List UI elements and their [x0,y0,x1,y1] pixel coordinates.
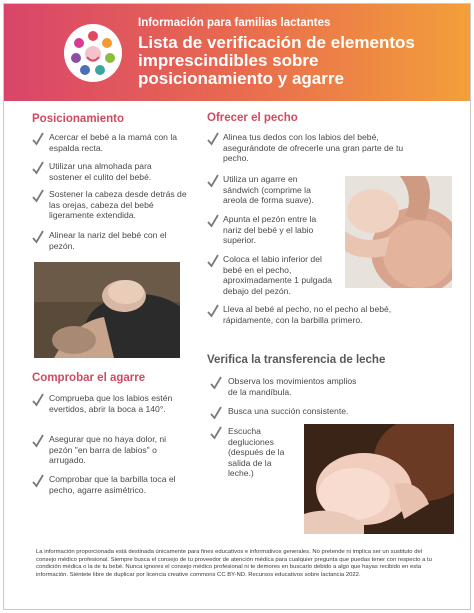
offer-item-3: Apunta el pezón entre la nariz del bebé y el labio superior. [223,214,317,246]
check-icon [32,230,44,244]
check-icon [32,189,44,203]
header-banner [4,4,470,101]
latch-check-title: Comprobar el agarre [32,372,146,384]
check-icon [32,474,44,488]
logo-icon [64,24,122,82]
disclaimer-footer: La información proporcionada está destinada únicamente para fines educativos e informativos generales. No pretende ni implica ser un sustituto del consejo médico profesional. Siempre busca el consejo de tu proveedor de atención médica para cualquier pregunta que puedas tener con respecto a tu condición médica o la de tu bebé. Nunca ignores el consejo médico profesional ni te demores en buscarlo debido a algo que hayas recibido en esta información. Siéntete libre de duplicar por licencia creative commons CC BY-ND. Recursos educativos sobre lactancia 2022. [36,549,432,578]
offer-item-1: Alinea tus dedos con los labios del bebé, asegurándote de ofrecerle una gran parte de tu pecho. [223,132,404,164]
offer-item-5: Lleva al bebé al pecho, no el pecho al bebé, rápidamente, con la barbilla primero. [223,304,392,325]
check-icon [210,376,222,390]
latch-check-item-2: Asegurar que no haya dolor, ni pezón "en barra de labios" o arrugado. [49,434,167,466]
transfer-item-1: Observa los movimientos amplios de la mandíbula. [228,376,357,397]
positioning-item-1: Acercar el bebé a la mamá con la espalda recta. [49,132,178,153]
positioning-item-3: Sostener la cabeza desde detrás de las orejas, cabeza del bebé ligeramente extendida. [49,189,187,221]
check-icon [207,132,219,146]
transfer-title: Verifica la transferencia de leche [207,354,386,366]
latch-check-item-3: Comprobar que la barbilla toca el pecho, agarre asimétrico. [49,474,176,495]
check-icon [32,393,44,407]
check-icon [207,174,219,188]
transfer-item-2: Busca una succión consistente. [228,406,349,416]
photo-sandwich-hold [345,176,452,288]
header-kicker: Información para familias lactantes [138,17,331,29]
offer-item-4: Coloca el labio inferior del bebé en el pecho, aproximadamente 1 pulgada debajo del pezón. [223,254,332,296]
latch-check-item-1: Comprueba que los labios estén evertidos, abrir la boca a 140°. [49,393,173,414]
page-title: Lista de verificación de elementos imprescindibles sobre posicionamiento y agarre [138,33,415,88]
positioning-item-4: Alinear la nariz del bebé con el pezón. [49,230,167,251]
check-icon [32,161,44,175]
offer-item-2: Utiliza un agarre en sándwich (comprime la areola de forma suave). [223,174,314,206]
check-icon [210,406,222,420]
offer-title: Ofrecer el pecho [207,112,298,124]
photo-positioning [34,262,180,358]
check-icon [207,214,219,228]
check-icon [32,132,44,146]
check-icon [207,304,219,318]
photo-milk-transfer [304,424,454,534]
check-icon [210,426,222,440]
handout-page [3,3,471,610]
positioning-item-2: Utilizar una almohada para sostener el culito del bebé. [49,161,152,182]
check-icon [207,254,219,268]
positioning-title: Posicionamiento [32,113,125,125]
check-icon [32,434,44,448]
transfer-item-3: Escucha degluciones (después de la salida de la leche.) [228,426,285,479]
